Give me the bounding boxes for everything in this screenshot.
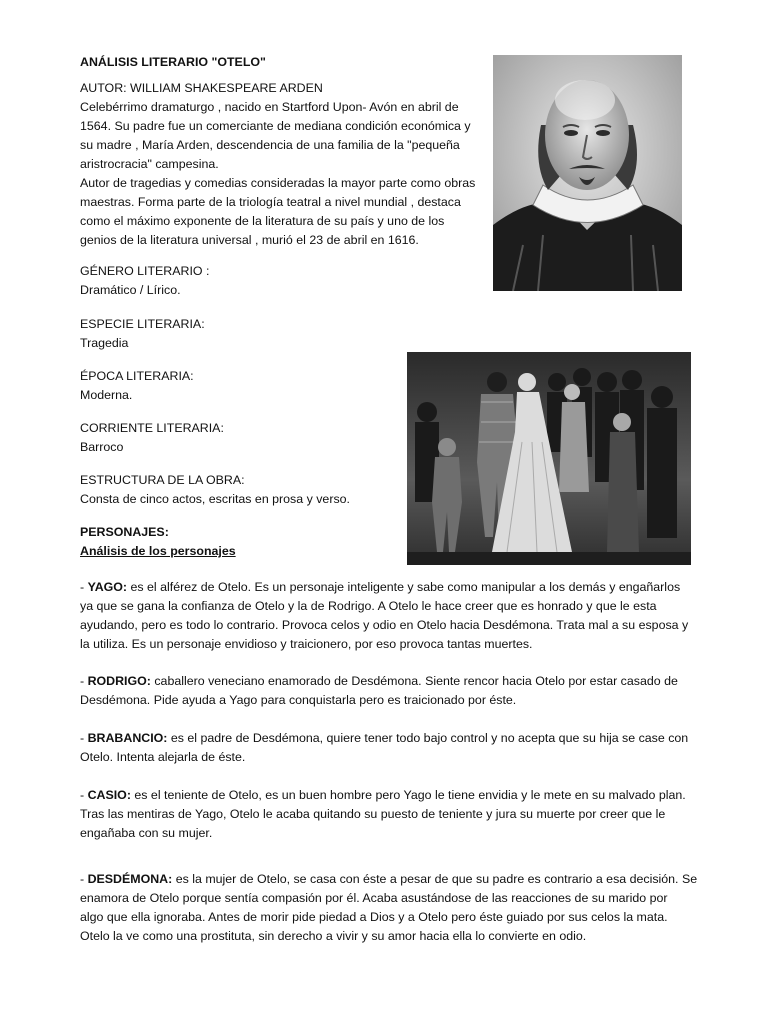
field-epoca <box>80 367 194 405</box>
character-text: caballero veneciano enamorado de Desdémona. Siente rencor hacia Otelo por estar casado de <box>154 674 678 688</box>
field-value: Moderna. <box>80 388 133 402</box>
character-entry-rodrigo: - RODRIGO: caballero veneciano enamorado de Desdémona. Siente rencor hacia Otelo por estar casado de Desdémona. Pide ayuda a Yago para conquistarla pero es traicionado por éste. <box>80 672 695 710</box>
character-text: ya que se gana la confianza de Otelo y la de Rodrigo. A Otelo le hace creer que es honrado y que le esta <box>80 599 657 613</box>
character-text: algo que ella ignoraba. Antes de morir pide piedad a Dios y a Otelo pero éste guiado por sus celos la mata. <box>80 910 668 924</box>
author-bio-line: como el máximo exponente de la literatura de su país y uno de los <box>80 214 445 228</box>
character-name: DESDÉMONA: <box>87 872 173 886</box>
character-name: BRABANCIO: <box>87 731 168 745</box>
character-entry-brabancio: - BRABANCIO: es el padre de Desdémona, quiere tener todo bajo control y no acepta que su hija se case con Otelo. Intenta alejarla de éste. <box>80 729 695 767</box>
personajes-header <box>80 523 236 561</box>
character-text: es el alférez de Otelo. Es un personaje inteligente y sabe como manipular a los demás y engañarlos <box>130 580 681 594</box>
field-value: Barroco <box>80 440 124 454</box>
header-block <box>80 53 490 250</box>
field-corriente <box>80 419 224 457</box>
character-text: es el padre de Desdémona, quiere tener todo bajo control y no acepta que su hija se case con <box>170 731 689 745</box>
author-bio-line: 1564. Su padre fue un comerciante de mediana condición económica y <box>80 119 471 133</box>
author-bio-line: Celebérrimo dramaturgo , nacido en Startford Upon- Avón en abril de <box>80 100 459 114</box>
author-bio-line: aristrocracia" campesina. <box>80 157 219 171</box>
otelo-engraving-image <box>407 352 691 565</box>
field-especie <box>80 315 205 353</box>
character-text: Desdémona. Pide ayuda a Yago para conquistarla pero es traicionado por éste. <box>80 693 517 707</box>
field-label: GÉNERO LITERARIO : <box>80 264 210 278</box>
author-bio-line: Autor de tragedias y comedias consideradas la mayor parte como obras <box>80 176 476 190</box>
character-text: es el teniente de Otelo, es un buen hombre pero Yago le tiene envidia y le mete en su malvado plan. <box>134 788 686 802</box>
character-entry-casio: - CASIO: es el teniente de Otelo, es un buen hombre pero Yago le tiene envidia y le mete en su malvado plan. Tras las mentiras de Yago, Otelo le acaba quitando su puesto de teniente y jura su muerte por creer que le engañaba con su mujer. <box>80 786 695 843</box>
character-text: Tras las mentiras de Yago, Otelo le acaba quitando su puesto de teniente y jura su muerte por creer que le <box>80 807 666 821</box>
author-line: AUTOR: WILLIAM SHAKESPEARE ARDEN <box>80 81 323 95</box>
character-name: CASIO: <box>87 788 131 802</box>
author-bio-line: genios de la literatura universal , murió el 23 de abril en 1616. <box>80 233 419 247</box>
character-entry-desdemona: - DESDÉMONA: es la mujer de Otelo, se casa con éste a pesar de que su padre es contrario a esa decisión. Se enamora de Otelo porque sentía compasión por él. Acaba asustándose de las reacciones de su marido por algo que ella ignoraba. Antes de morir pide piedad a Dios y a Otelo pero éste guiado por sus celos la mata. Otelo la ve como una prostituta, sin derecho a vivir y su amor hacia ella lo convierte en odio. <box>80 870 695 946</box>
field-value: Consta de cinco actos, escritas en prosa y verso. <box>80 492 350 506</box>
field-label: ÉPOCA LITERARIA: <box>80 369 194 383</box>
field-genero <box>80 262 209 300</box>
personajes-heading: PERSONAJES: <box>80 525 169 539</box>
field-value: Dramático / Lírico. <box>80 283 181 297</box>
character-name: RODRIGO: <box>87 674 151 688</box>
field-label: CORRIENTE LITERARIA: <box>80 421 224 435</box>
field-label: ESPECIE LITERARIA: <box>80 317 205 331</box>
field-estructura <box>80 471 350 509</box>
author-bio-line: su madre , María Arden, descendencia de una familia de la "pequeña <box>80 138 460 152</box>
character-entry-yago: - YAGO: es el alférez de Otelo. Es un personaje inteligente y sabe como manipular a los demás y engañarlos ya que se gana la confianza de Otelo y la de Rodrigo. A Otelo le hace creer que es honrado y que le esta ayudando, pero es todo lo contrario. Provoca celos y odio en Otelo hacia Desdémona. Trata mal a su esposa y la utiliza. Es un personaje envidioso y traicionero, por eso provoca tantas muertes. <box>80 578 695 654</box>
shakespeare-portrait-image <box>493 55 682 291</box>
character-text: ayudando, pero es todo lo contrario. Provoca celos y odio en Otelo hacia Desdémona. Trata mal a su esposa y <box>80 618 689 632</box>
character-text: engañaba con su mujer. <box>80 826 213 840</box>
field-value: Tragedia <box>80 336 129 350</box>
document-title: ANÁLISIS LITERARIO "OTELO" <box>80 55 266 69</box>
character-text: la utiliza. Es un personaje envidioso y traicionero, por eso provoca tantas muertes. <box>80 637 533 651</box>
author-bio-line: maestras. Forma parte de la triología teatral a nivel mundial , destaca <box>80 195 461 209</box>
character-name: YAGO: <box>87 580 128 594</box>
character-text: Otelo. Intenta alejarla de éste. <box>80 750 246 764</box>
character-text: enamora de Otelo porque sentía compasión por él. Acaba asustándose de las reacciones de su marido por <box>80 891 668 905</box>
field-label: ESTRUCTURA DE LA OBRA: <box>80 473 245 487</box>
character-text: Otelo la ve como una prostituta, sin derecho a vivir y su amor hacia ella lo convierte en odio. <box>80 929 587 943</box>
personajes-subheading: Análisis de los personajes <box>80 544 236 558</box>
character-text: es la mujer de Otelo, se casa con éste a pesar de que su padre es contrario a esa decisión. Se <box>175 872 698 886</box>
